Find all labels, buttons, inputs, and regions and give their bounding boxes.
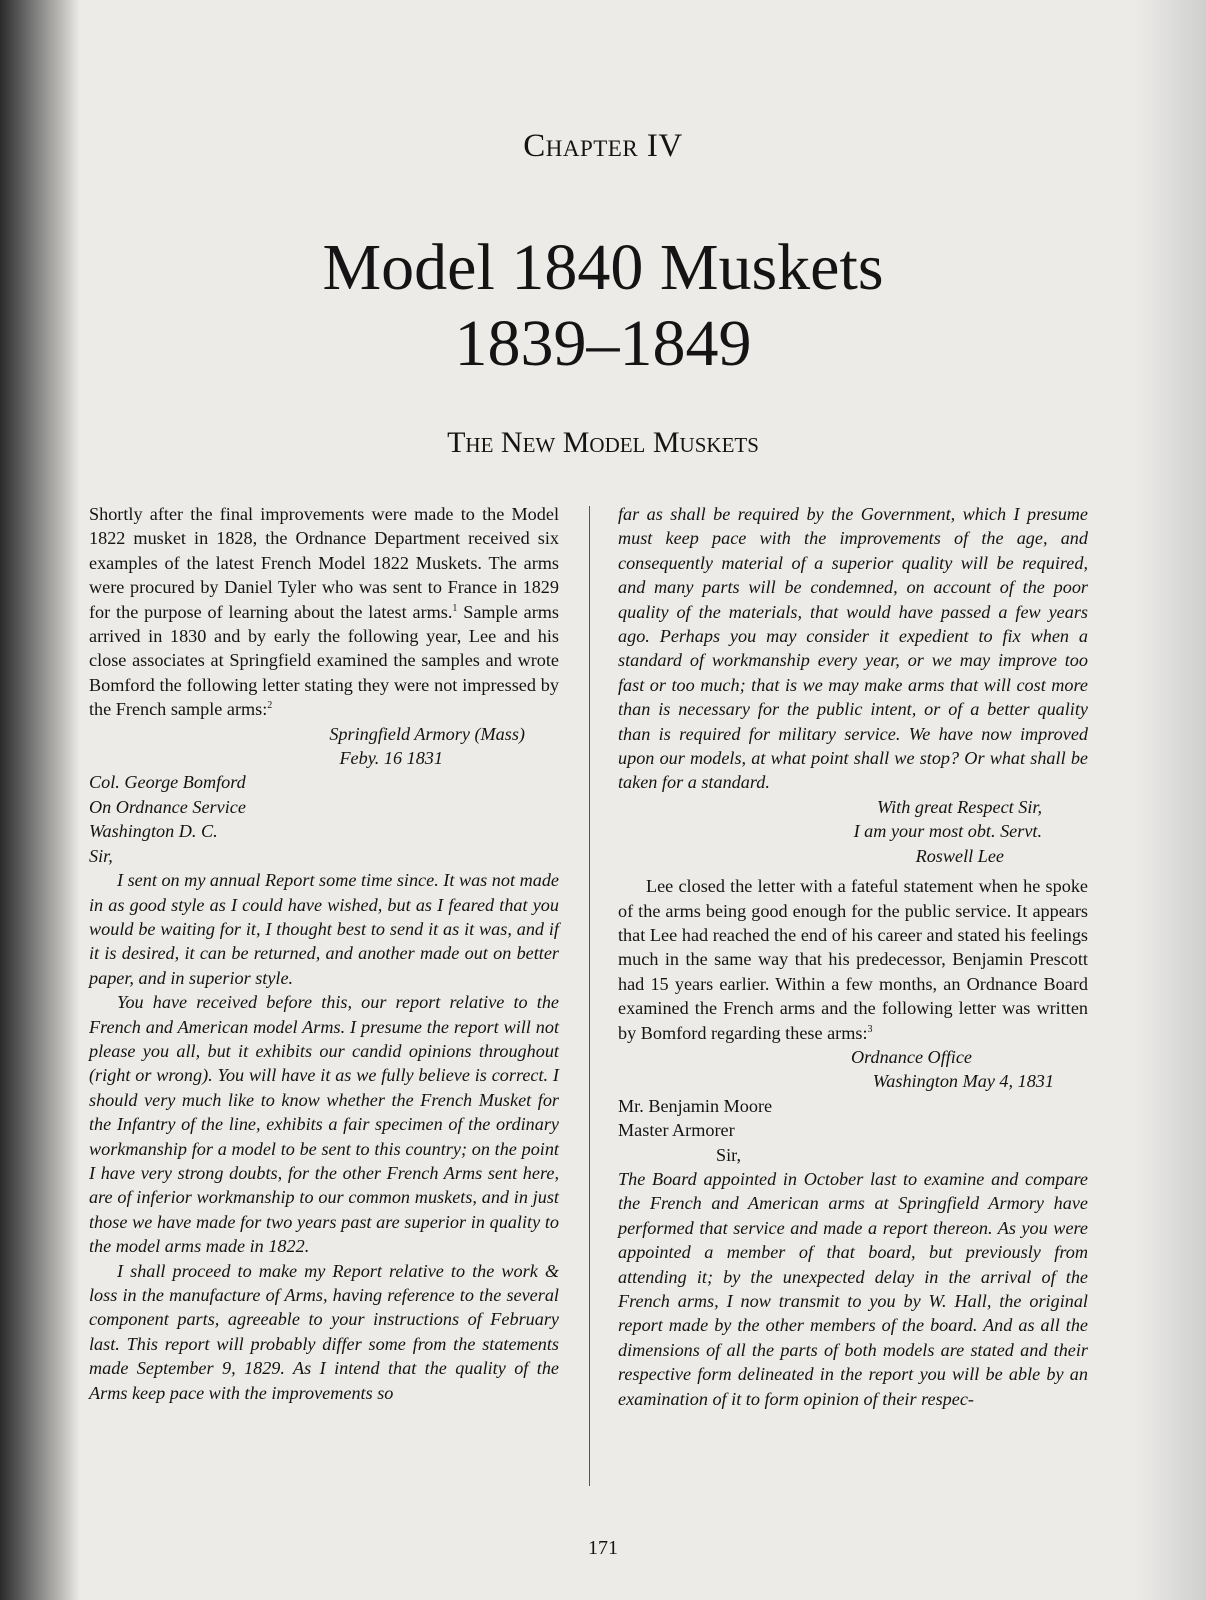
intro-paragraph <box>89 502 559 722</box>
intro-text-cont: Sample arms arrived in 1830 and by early the following year, Lee and his close associates at Springfield examined the samples and wrote Bomford the following letter stating they were not impressed by the French sample arms: <box>89 601 559 720</box>
letter-salutation: Sir, <box>716 1144 742 1165</box>
column-divider <box>589 506 590 1486</box>
letter-paragraph: The Board appointed in October last to examine and compare the French and American arms at Springfield Armory have performed that service and made a report thereon. As you were appointed a member of that board, but previously from attending it; by the unexpected delay in the arrival of the French arms, I now transmit to you by W. Hall, the original report made by the other members of the board. And as all the dimensions of all the parts of both models are stated and their respective form delineated in the report you will be able by an examination of it to form opinion of their respec- <box>618 1168 1088 1409</box>
footnote-ref-3: 3 <box>867 1023 873 1035</box>
letter-place: Ordnance Office <box>850 1046 972 1067</box>
addressee-line: Washington D. C. <box>89 821 218 842</box>
letter-date: Washington May 4, 1831 <box>872 1071 1054 1092</box>
left-column <box>89 502 559 1405</box>
letter-closing: I am your most obt. Servt. <box>853 821 1042 842</box>
letter-paragraph: I sent on my annual Report some time since. It was not made in as good style as I could have wished, but as I feared that you would be waiting for it, I thought best to send it as it was, and if it is desired, it can be returned, and another made out on better paper, and in superior style. <box>89 870 559 988</box>
footnote-ref-1: 1 <box>452 602 458 614</box>
letter-closing: With great Respect Sir, <box>876 796 1042 817</box>
chapter-label: Chapter IV <box>523 128 683 164</box>
letter-place: Springfield Armory (Mass) <box>329 723 525 744</box>
letter-continuation: far as shall be required by the Government, which I presume must keep pace with the improvements of the age, and consequently material of a superior quality will be required, and many parts will be condemned, on account of the poor quality of the materials, that would have passed a few years ago. Perhaps you may consider it expedient to fix when a standard of workmanship every year, or we may improve too fast or too much; that is we may make arms that will cost more than is necessary for the public intent, or of a better quality than is required for military service. We have now improved upon our models, at what point shall we stop? Or what shall be taken for a standard. <box>618 504 1088 793</box>
title-line-1: Model 1840 Muskets <box>322 231 884 304</box>
addressee-line: Col. George Bomford <box>89 772 246 793</box>
letter-signature: Roswell Lee <box>915 845 1004 866</box>
addressee-line: On Ordnance Service <box>89 796 246 817</box>
addressee-line: Master Armorer <box>618 1120 735 1141</box>
intro-text: Shortly after the final improvements were made to the Model 1822 musket in 1828, the Ordnance Department received six examples of the latest French Model 1822 Muskets. The arms were procured by Daniel Tyler who was sent to France in 1829 for the purpose of learning about the latest arms. <box>89 504 559 622</box>
page-number: 171 <box>588 1537 618 1559</box>
right-column <box>618 502 1088 1411</box>
narrative-text: Lee closed the letter with a fateful statement when he spoke of the arms being good enough for the public service. It appears that Lee had reached the end of his career and stated his feelings much in the same way that his predecessor, Benjamin Prescott had 15 years earlier. Within a few months, an Ordnance Board examined the French arms and the following letter was written by Bomford regarding these arms: <box>618 876 1088 1043</box>
letter-salutation: Sir, <box>89 845 113 866</box>
footnote-ref-2: 2 <box>267 700 273 712</box>
chapter-title <box>0 230 1206 382</box>
letter-paragraph: You have received before this, our report relative to the French and American model Arms. I presume the report will not please you all, but it exhibits our candid opinions throughout (right or wrong). You will have it as we fully believe is correct. I should very much like to know whether the French Musket for the Infantry of the line, exhibits a fair specimen of the ordinary workmanship for a model to be sent to this country; on the point I have very strong doubts, for the other French Arms sent here, are of inferior workmanship to our common muskets, and in just those we have made for two years past are superior in quality to the model arms made in 1822. <box>89 992 559 1257</box>
letter-date: Feby. 16 1831 <box>339 748 443 769</box>
title-line-2: 1839–1849 <box>454 307 752 380</box>
section-heading: The New Model Muskets <box>447 426 759 459</box>
narrative-paragraph <box>618 874 1088 1045</box>
letter-paragraph: I shall proceed to make my Report relative to the work & loss in the manufacture of Arms, having reference to the several component parts, agreeable to your instructions of February last. This report will probably differ some from the statements made September 9, 1829. As I intend that the quality of the Arms keep pace with the improvements so <box>89 1260 559 1403</box>
addressee-line: Mr. Benjamin Moore <box>618 1095 773 1116</box>
